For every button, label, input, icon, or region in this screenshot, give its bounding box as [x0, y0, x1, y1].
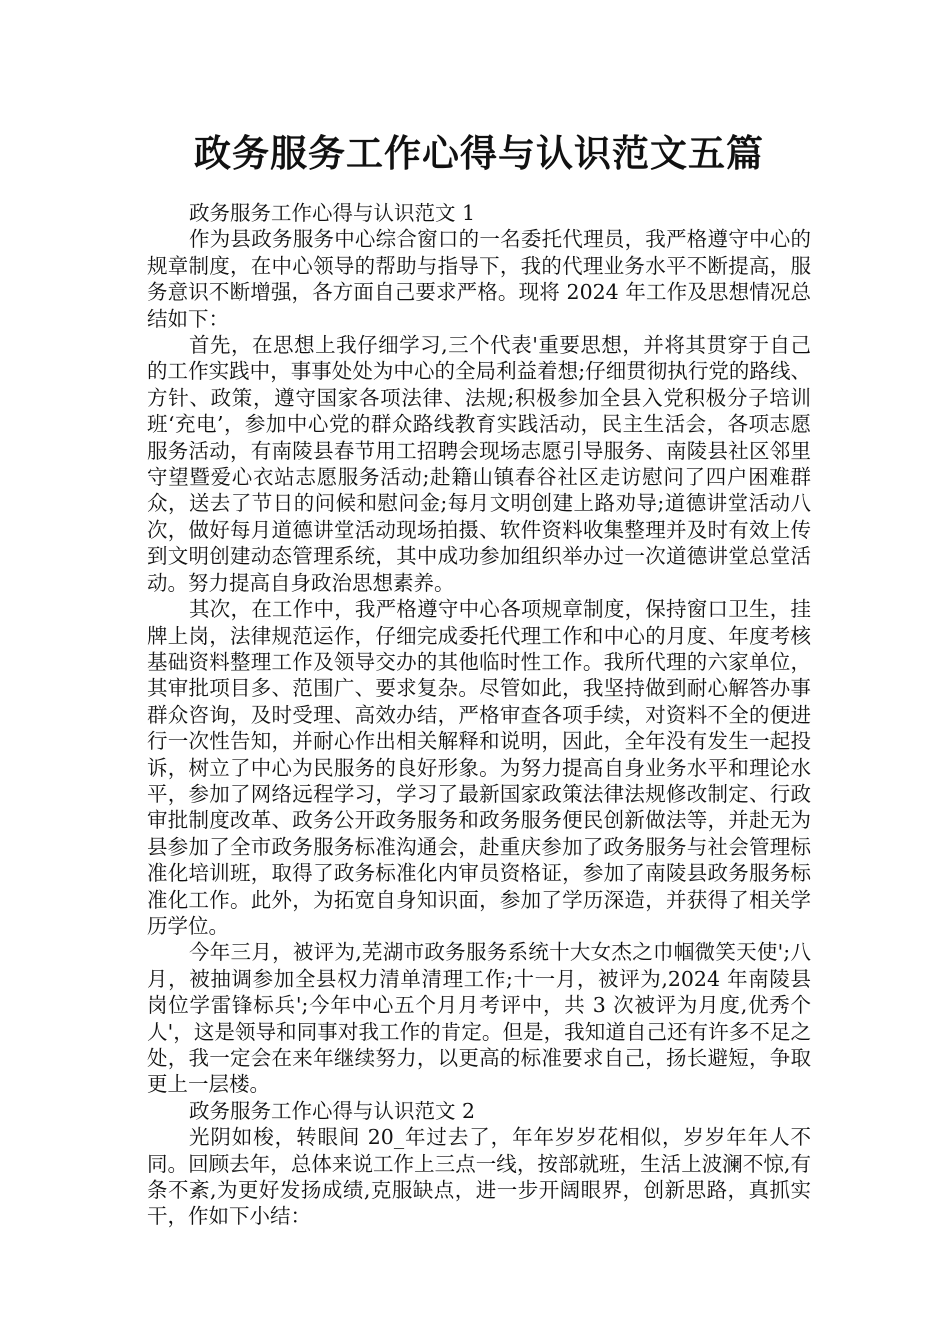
paragraph-work: 其次，在工作中，我严格遵守中心各项规章制度，保持窗口卫生，挂牌上岗，法律规范运作，仔细完成委托代理工作和中心的月度、年度考核基础资料整理工作及领导交办的其他临时性工作。我所代理的六家单位，其审批项目多、范围广、要求复杂。尽管如此，我坚持做到耐心解答办事群众咨询，及时受理、高效办结，严格审查各项手续，对资料不全的便进行一次性告知，并耐心作出相关解释和说明，因此，全年没有发生一起投诉，树立了中心为民服务的良好形象。为努力提高自身业务水平和理论水平，参加了网络远程学习，学习了最新国家政策法律法规修改制定、行政审批制度改革、政务公开政务服务和政务服务便民创新做法等，并赴无为县参加了全市政务服务标准沟通会，赴重庆参加了政务服务与社会管理标准化培训班，取得了政务标准化内审员资格证，参加了南陵县政务服务标准化工作。此外，为拓宽自身知识面，参加了学历深造，并获得了相关学历学位。 — [147, 597, 811, 938]
document-body — [147, 200, 811, 1230]
paragraph-intro: 作为县政务服务中心综合窗口的一名委托代理员，我严格遵守中心的规章制度，在中心领导的帮助与指导下，我的代理业务水平不断提高，服务意识不断增强，各方面自己要求严格。现将 2024 年工作及思想情况总结如下： — [147, 227, 811, 331]
paragraph-thought: 首先，在思想上我仔细学习,三个代表'重要思想，并将其贯穿于自己的工作实践中，事事处处为中心的全局利益着想;仔细贯彻执行党的路线、方针、政策，遵守国家各项法律、法规;积极参加全县入党积极分子培训班‘充电’，参加中心党的群众路线教育实践活动，民主生活会，各项志愿服务活动，有南陵县春节用工招聘会现场志愿引导服务、南陵县社区邻里守望暨爱心衣站志愿服务活动;赴籍山镇春谷社区走访慰问了四户困难群众，送去了节日的问候和慰问金;每月文明创建上路劝导;道德讲堂活动八次，做好每月道德讲堂活动现场拍摄、软件资料收集整理并及时有效上传到文明创建动态管理系统，其中成功参加组织举办过一次道德讲堂总堂活动。努力提高自身政治思想素养。 — [147, 333, 811, 595]
document-page — [147, 128, 811, 1230]
document-title: 政务服务工作心得与认识范文五篇 — [194, 131, 764, 175]
section-heading-1: 政务服务工作心得与认识范文 1 — [189, 201, 476, 225]
paragraph-honors: 今年三月，被评为,芜湖市政务服务系统十大女杰之巾帼微笑天使';八月，被抽调参加全县权力清单清理工作;十一月，被评为,2024 年南陵县岗位学雷锋标兵';今年中心五个月月考评中，共 3 次被评为月度,优秀个人'，这是领导和同事对我工作的肯定。但是，我知道自己还有许多不足之处，我一定会在来年继续努力，以更高的标准要求自己，扬长避短，争取更上一层楼。 — [147, 940, 811, 1097]
paragraph-review: 光阴如梭，转眼间 20_年过去了，年年岁岁花相似，岁岁年年人不同。回顾去年，总体来说工作上三点一线，按部就班，生活上波澜不惊,有条不紊,为更好发扬成绩,克服缺点，进一步开阔眼界，创新思路，真抓实干，作如下小结： — [147, 1125, 811, 1229]
section-heading-2: 政务服务工作心得与认识范文 2 — [189, 1098, 476, 1123]
